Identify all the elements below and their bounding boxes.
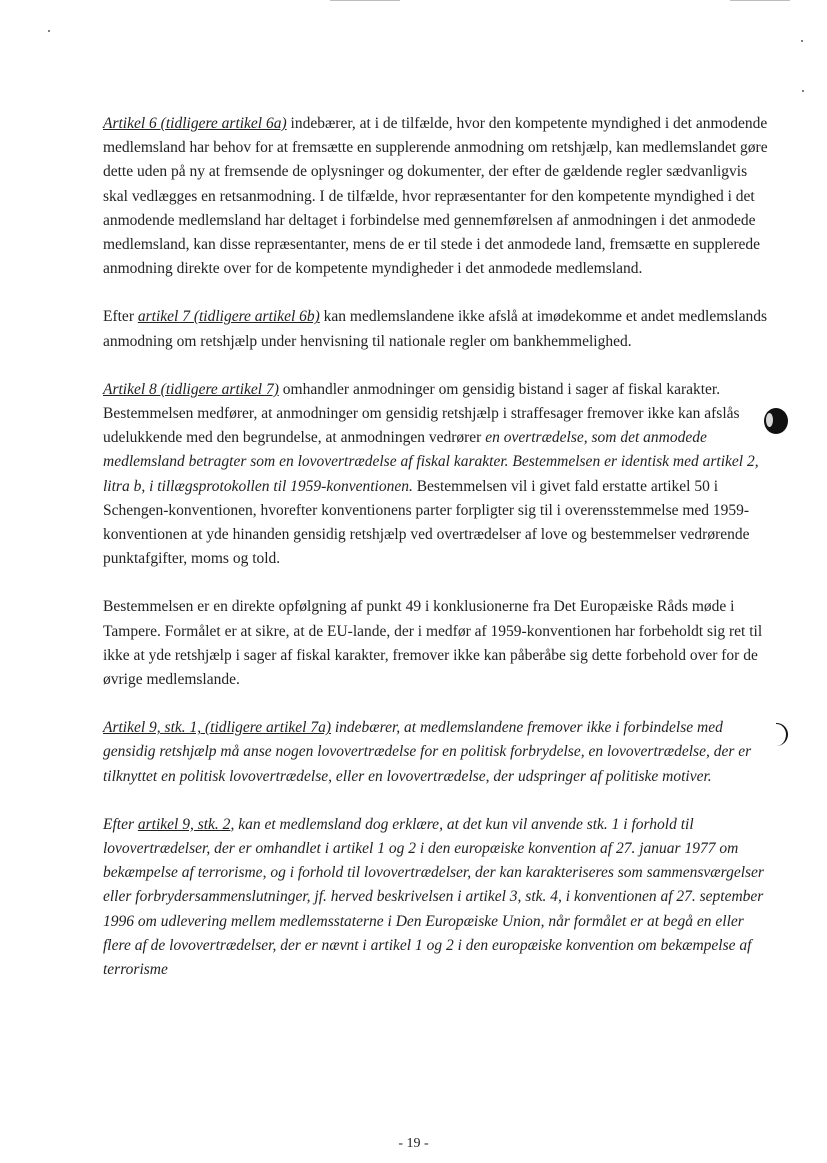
- paragraph-text: , kan et medlemsland dog erklære, at det kun vil anvende stk. 1 i forhold til lovovertrædelser, der er omhandlet i artikel 1 og 2 i den europæiske konvention af 27. januar 1977 om bekæmpelse af terrorisme, og i forhold til lovovertrædelser, der kan karakteriseres som sammensværgelser eller forbrydersammenslutninger, jf. herved beskrivelsen i artikel 3, stk. 4, i konventionen af 27. september 1996 om udlevering mellem medlemsstaterne i Den Europæiske Union, når formålet er at begå en eller flere af de lovovertrædelser, der er nævnt i artikel 1 og 2 i den europæiske konvention om bekæmpelse af terrorisme: [103, 815, 764, 979]
- paragraph-italic-text: en overtrædelse, som det anmodede medlemsland betragter som en lovovertrædelse af fiskal karakter. Bestemmelsen er identisk med artikel 2, litra b, i tillægsprotokollen til 1959-konventionen.: [103, 429, 759, 495]
- scan-speck: [48, 30, 50, 32]
- margin-bracket-mark: [776, 723, 788, 746]
- paragraph-article-6: [103, 112, 771, 281]
- scan-speck: [801, 40, 803, 42]
- paragraph-text: omhandler anmodninger om gensidig bistand i sager af fiskal karakter. Bestemmelsen medfører, at anmodninger om gensidig retshjælp i straffesager fremover ikke kan afslås udelukkende med den begrundelse, at anmodningen vedrører: [103, 380, 740, 447]
- article-7-reference: artikel 7 (tidligere artikel 6b): [137, 308, 320, 326]
- paragraph-text: Efter: [103, 815, 138, 833]
- paragraph-text: indebærer, at i de tilfælde, hvor den kompetente myndighed i det anmodende medlemsland har behov for at fremsætte en supplerende anmodning om retshjælp, kan medlemslandet gøre dette uden på ny at fremsende de oplysninger og dokumenter, der efter de gældende regler sædvanligvis skal vedlægges en retsanmodning. I de tilfælde, hvor repræsentanter for den kompetente myndighed i det anmodende medlemsland har deltaget i forbindelse med gennemførelsen af anmodningen i det anmodede medlemsland, kan disse repræsentanter, mens de er til stede i det anmodede land, fremsætte en supplerede anmodning direkte over for de kompetente myndigheder i det anmodede medlemsland.: [103, 115, 768, 278]
- punch-hole-mark: [764, 408, 788, 434]
- scan-edge-line-left: [330, 0, 400, 1]
- paragraph-text: indebærer, at medlemslandene fremover ikke i forbindelse med gensidig retshjælp må anse nogen lovovertrædelse for en politisk forbrydelse, en lovovertrædelse, der er tilknyttet en politisk lovovertrædelse, eller en lovovertrædelse, der udspringer af politiske motiver.: [103, 719, 752, 785]
- article-8-reference: Artikel 8 (tidligere artikel 7): [103, 380, 279, 398]
- paragraph-text: kan medlemslandene ikke afslå at imødekomme et andet medlemslands anmodning om retshjælp under henvisning til nationale regler om bankhemmelighed.: [103, 308, 768, 350]
- paragraph-article-9-stk-1: [103, 716, 771, 789]
- paragraph-text: Efter: [103, 308, 138, 326]
- document-body: [103, 112, 771, 982]
- paragraph-tampere: [103, 595, 771, 692]
- paragraph-article-8: [103, 378, 771, 572]
- page-number: - 19 -: [398, 1136, 429, 1151]
- article-9-stk-1-reference: Artikel 9, stk. 1, (tidligere artikel 7a): [103, 719, 331, 737]
- paragraph-article-9-stk-2: [103, 813, 771, 982]
- article-9-stk-2-reference: artikel 9, stk. 2: [137, 815, 231, 833]
- scan-edge-line-right: [730, 0, 790, 1]
- paragraph-text: Bestemmelsen er en direkte opfølgning af punkt 49 i konklusionerne fra Det Europæiske Råds møde i Tampere. Formålet er at sikre, at de EU-lande, der i medfør af 1959-konventionen har forbeholdt sig ret til ikke at yde retshjælp i sager af fiskal karakter, fremover ikke kan påberåbe sig dette forbehold over for de øvrige medlemslande.: [103, 598, 763, 689]
- paragraph-article-7: [103, 305, 771, 353]
- article-6-reference: Artikel 6 (tidligere artikel 6a): [103, 115, 287, 132]
- scan-speck: [802, 90, 804, 92]
- paragraph-text: Bestemmelsen vil i givet fald erstatte artikel 50 i Schengen-konventionen, hvorefter konventionens parter forpligter sig til i overensstemmelse med 1959-konventionen at yde hinanden gensidig retshjælp ved overtrædelser af love og bestemmelser vedrørende punktafgifter, moms og told.: [103, 477, 750, 568]
